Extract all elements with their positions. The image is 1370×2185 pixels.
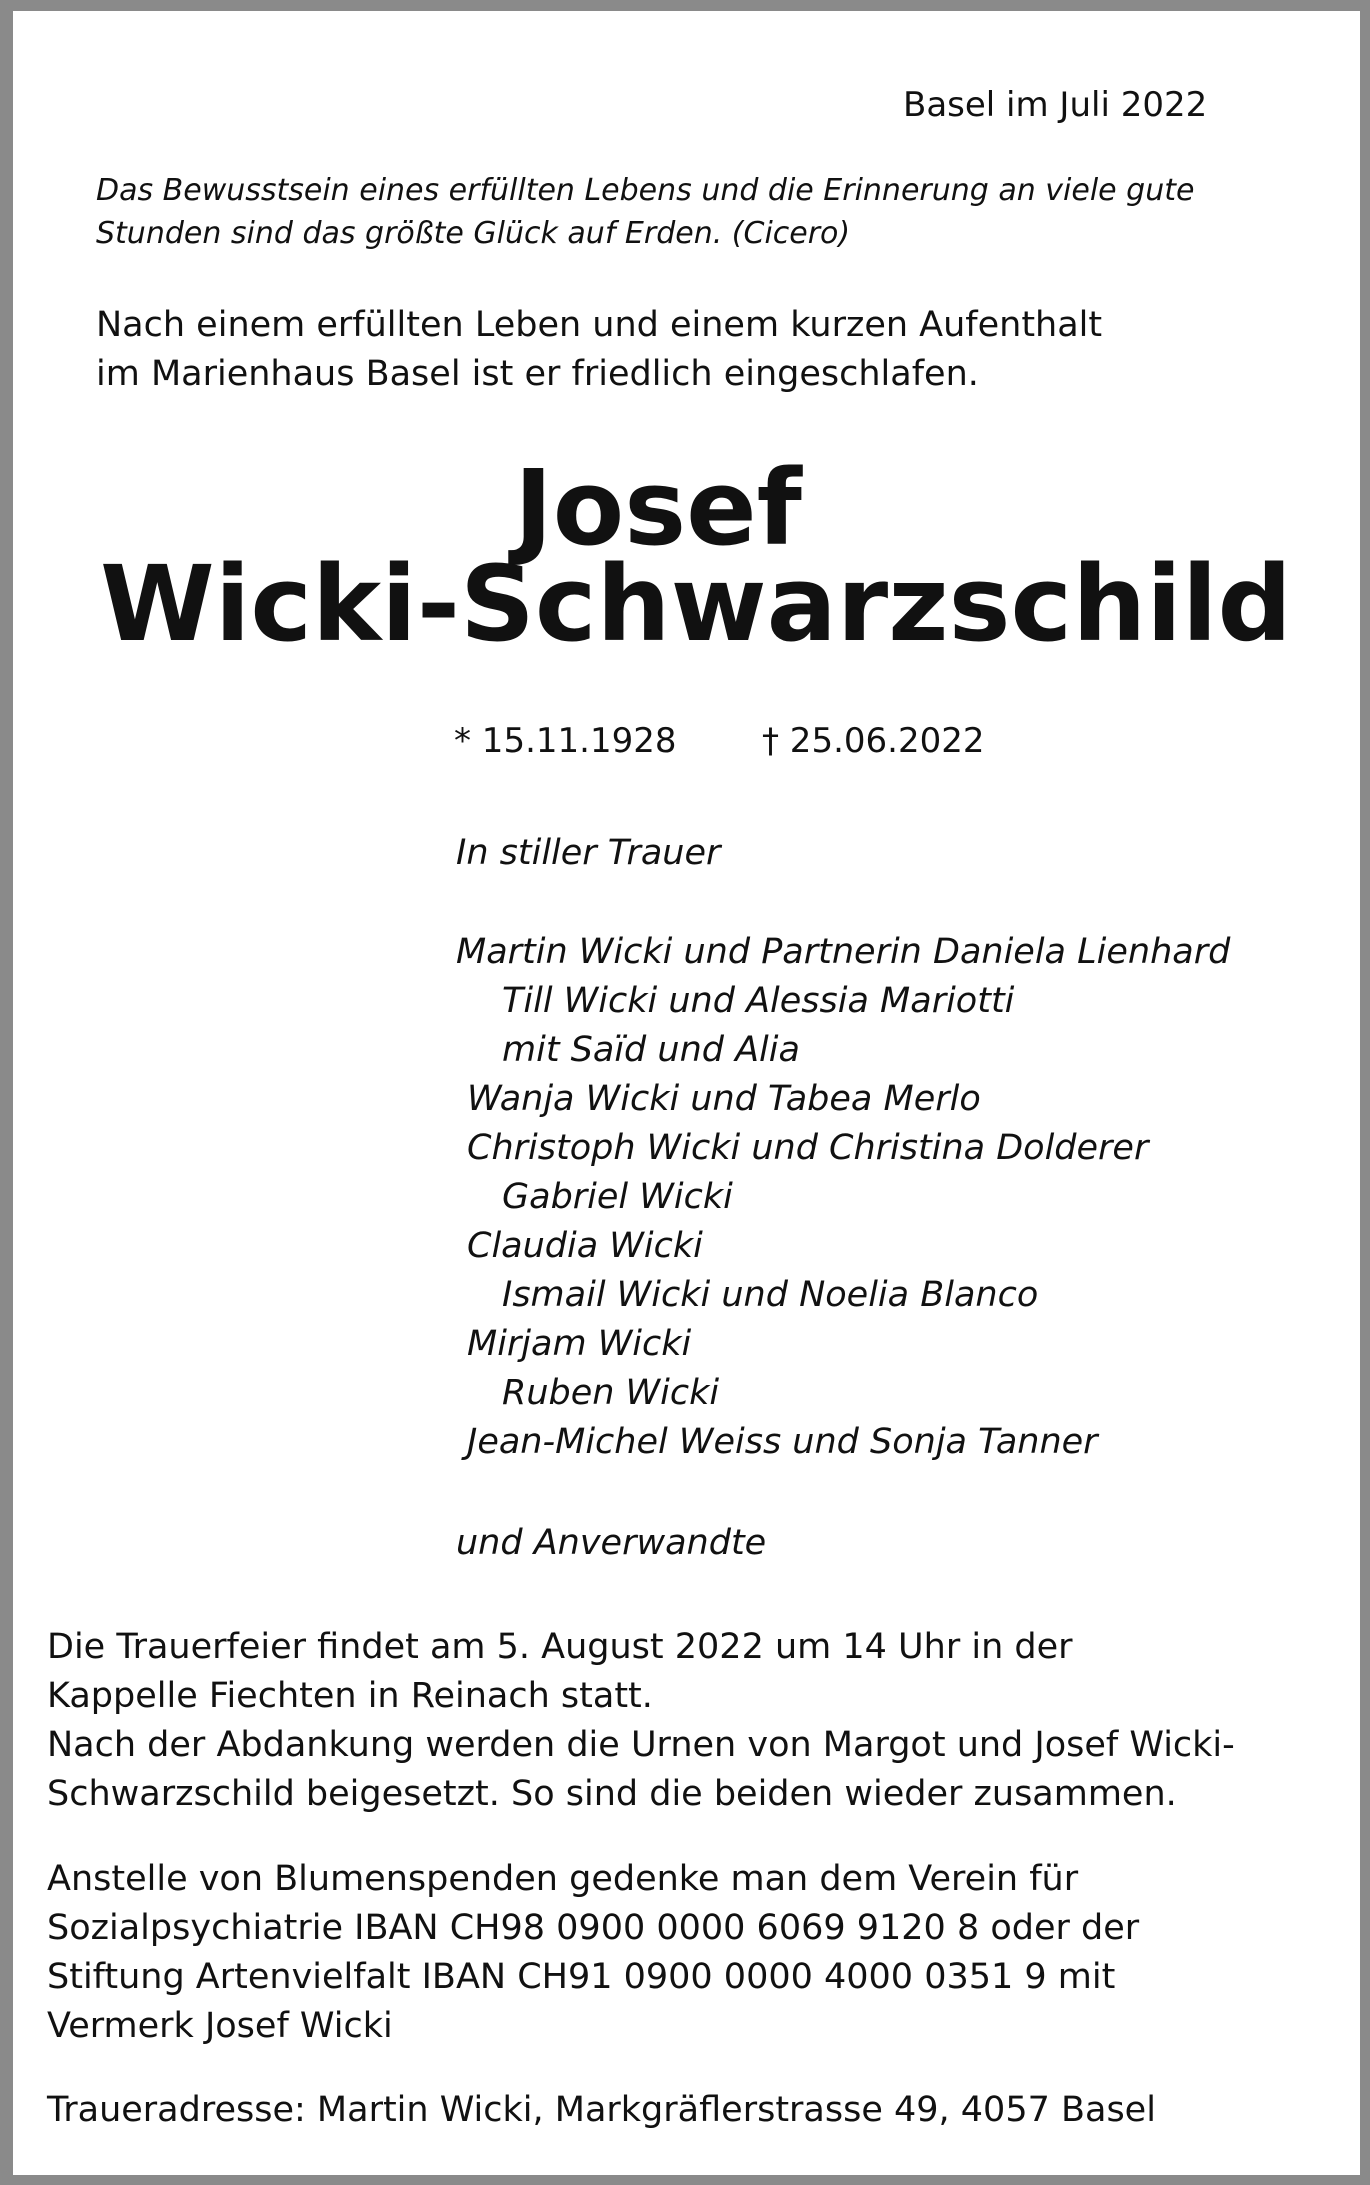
birth-date: * 15.11.1928 bbox=[454, 721, 677, 761]
mourner-entry: Ismail Wicki und Noelia Blanco bbox=[502, 1275, 1039, 1315]
first-name-text: Josef bbox=[514, 447, 802, 569]
mourning-heading: In stiller Trauer bbox=[456, 833, 721, 873]
mourner-entry: Jean-Michel Weiss und Sonja Tanner bbox=[467, 1422, 1098, 1462]
deceased-last-name bbox=[13, 543, 1370, 665]
mourner-entry: mit Saïd und Alia bbox=[502, 1030, 800, 1070]
intro-line: im Marienhaus Basel ist er friedlich eingeschlafen. bbox=[96, 354, 979, 394]
donation-line: Sozialpsychiatrie IBAN CH98 0900 0000 6069 9120 8 oder der bbox=[47, 1908, 1140, 1948]
last-name-text: Wicki-Schwarzschild bbox=[100, 543, 1292, 665]
ceremony-line: Die Trauerfeier findet am 5. August 2022 um 14 Uhr in der bbox=[47, 1627, 1073, 1667]
donation-line: Stiftung Artenvielfalt IBAN CH91 0900 0000 4000 0351 9 mit bbox=[47, 1957, 1116, 1997]
ceremony-line: Nach der Abdankung werden die Urnen von Margot und Josef Wicki- bbox=[47, 1725, 1235, 1765]
donation-line: Anstelle von Blumenspenden gedenke man dem Verein für bbox=[47, 1859, 1079, 1899]
cicero-quote bbox=[96, 169, 1194, 255]
ceremony-line: Kappelle Fiechten in Reinach statt. bbox=[47, 1676, 653, 1716]
mourner-entry: Martin Wicki und Partnerin Daniela Lienhard bbox=[456, 932, 1231, 972]
mourner-entry: Ruben Wicki bbox=[502, 1373, 720, 1413]
quote-line: Das Bewusstsein eines erfüllten Lebens und die Erinnerung an viele gute bbox=[96, 173, 1195, 208]
intro-line: Nach einem erfüllten Leben und einem kurzen Aufenthalt bbox=[96, 305, 1103, 345]
donation-notice bbox=[47, 1855, 1139, 2051]
mourner-entry: Claudia Wicki bbox=[467, 1226, 703, 1266]
ceremony-notice bbox=[47, 1623, 1235, 1819]
quote-line: Stunden sind das größte Glück auf Erden. (Cicero) bbox=[96, 216, 851, 251]
mourner-entry: Christoph Wicki und Christina Dolderer bbox=[467, 1128, 1149, 1168]
intro-text bbox=[96, 301, 1102, 399]
mourner-entry: Wanja Wicki und Tabea Merlo bbox=[467, 1079, 981, 1119]
donation-line: Vermerk Josef Wicki bbox=[47, 2006, 393, 2046]
mourner-entry: Till Wicki und Alessia Mariotti bbox=[502, 981, 1015, 1021]
mourning-address: Traueradresse: Martin Wicki, Markgräflerstrasse 49, 4057 Basel bbox=[47, 2090, 1156, 2130]
mourners-list bbox=[456, 928, 1230, 1467]
death-date: † 25.06.2022 bbox=[762, 721, 985, 761]
mourner-entry: Gabriel Wicki bbox=[502, 1177, 733, 1217]
relatives-line: und Anverwandte bbox=[456, 1523, 767, 1563]
mourner-entry: Mirjam Wicki bbox=[467, 1324, 692, 1364]
ceremony-line: Schwarzschild beigesetzt. So sind die beiden wieder zusammen. bbox=[47, 1774, 1177, 1814]
place-date: Basel im Juli 2022 bbox=[903, 85, 1208, 125]
